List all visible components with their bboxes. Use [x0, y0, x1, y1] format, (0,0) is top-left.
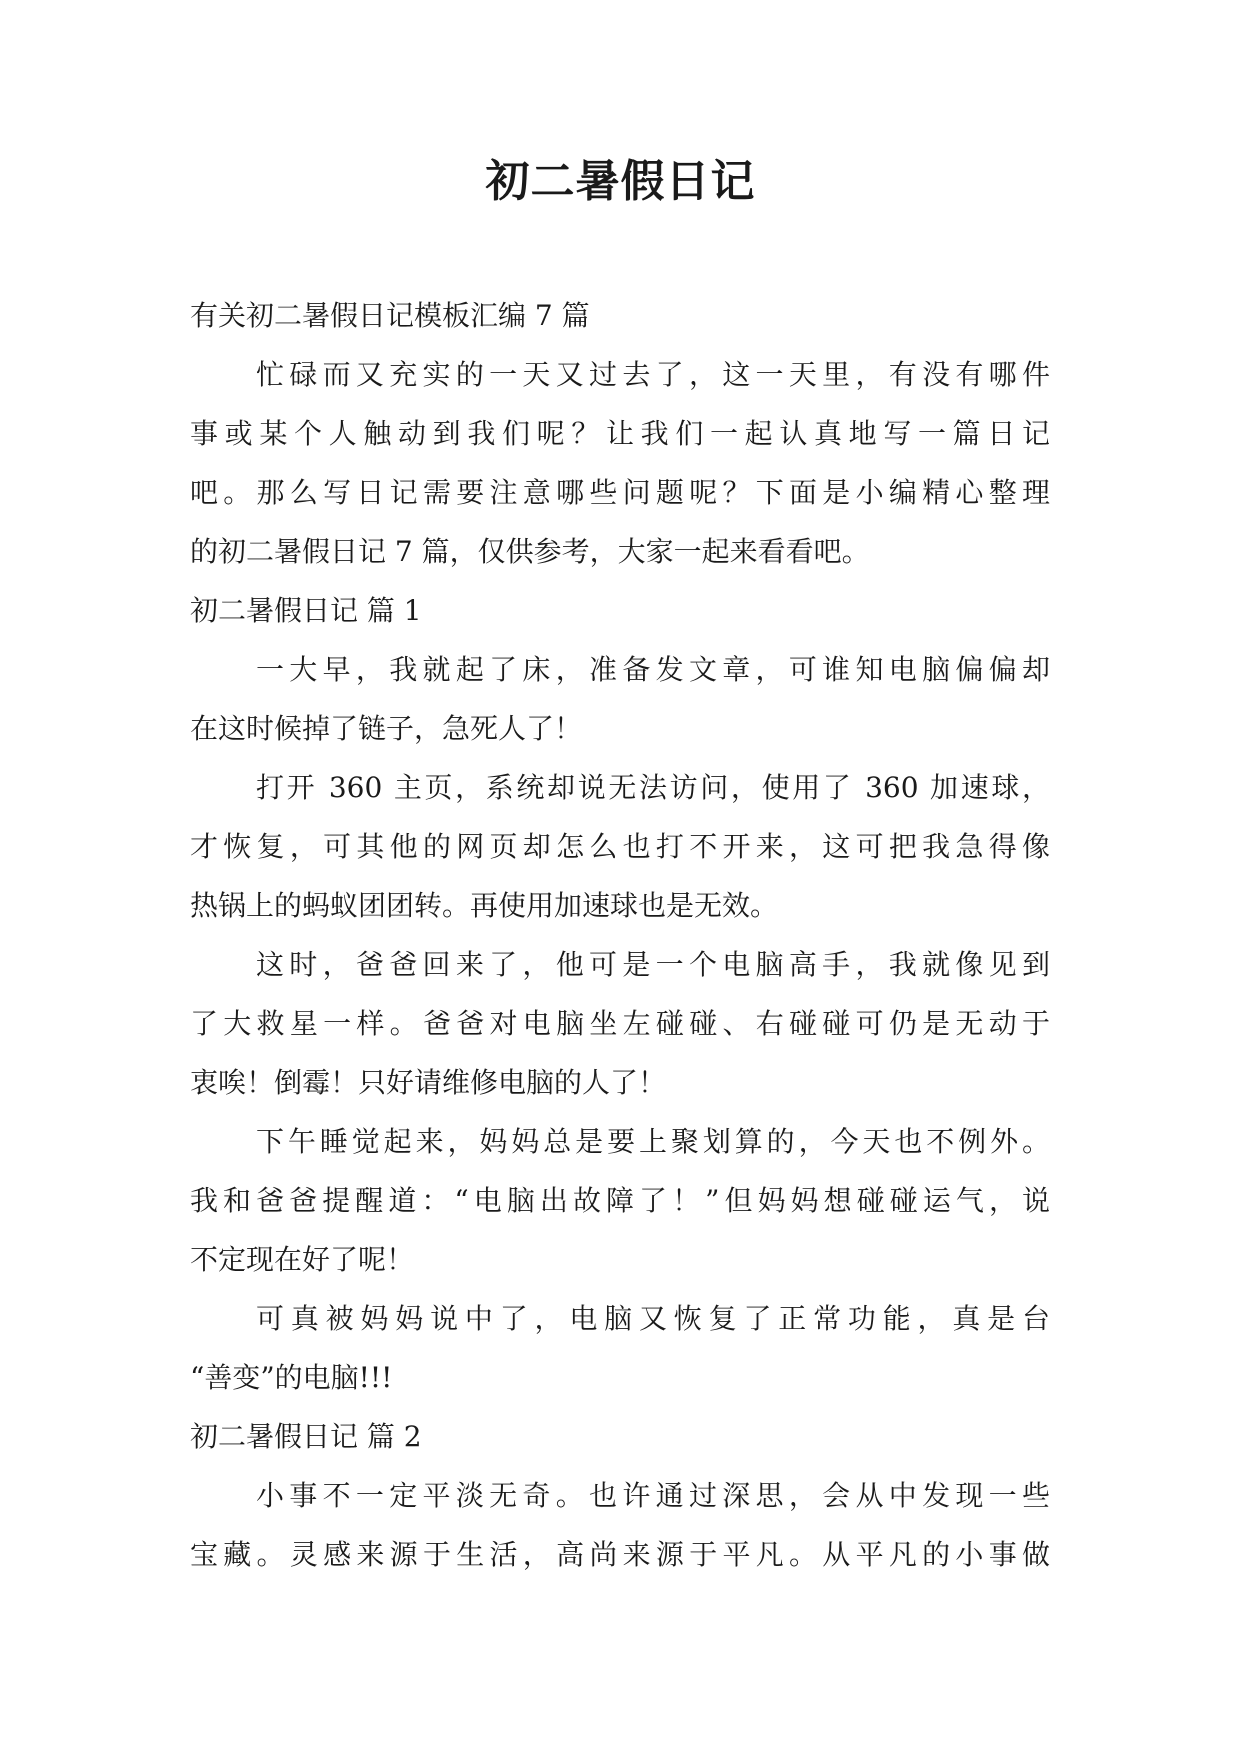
paragraph-line: 可真被妈妈说中了，电脑又恢复了正常功能，真是台 [256, 1302, 1050, 1335]
section-heading-1: 初二暑假日记 篇 1 [190, 594, 422, 627]
paragraph-line: 了大救星一样。爸爸对电脑坐左碰碰、右碰碰可仍是无动于 [190, 1007, 1050, 1040]
paragraph-line: 衷唉！倒霉！只好请维修电脑的人了！ [190, 1066, 667, 1099]
subtitle-line: 有关初二暑假日记模板汇编 7 篇 [190, 299, 590, 332]
document-title: 初二暑假日记 [485, 156, 756, 207]
intro-paragraph-line: 事或某个人触动到我们呢？让我们一起认真地写一篇日记 [190, 417, 1050, 450]
paragraph-line: 小事不一定平淡无奇。也许通过深思，会从中发现一些 [256, 1479, 1050, 1512]
paragraph-line: 我和爸爸提醒道：“电脑出故障了！”但妈妈想碰碰运气，说 [190, 1184, 1050, 1217]
paragraph-line: 在这时候掉了链子，急死人了！ [190, 712, 583, 745]
paragraph-line: 这时，爸爸回来了，他可是一个电脑高手，我就像见到 [256, 948, 1050, 981]
paragraph-line: 打开 360 主页，系统却说无法访问，使用了 360 加速球， [256, 771, 1050, 804]
paragraph-line: 下午睡觉起来，妈妈总是要上聚划算的，今天也不例外。 [256, 1125, 1050, 1158]
paragraph-line: 一大早，我就起了床，准备发文章，可谁知电脑偏偏却 [256, 653, 1050, 686]
document-body [190, 286, 1050, 1584]
paragraph-line: 才恢复，可其他的网页却怎么也打不开来，这可把我急得像 [190, 830, 1050, 863]
paragraph-line: 不定现在好了呢！ [190, 1243, 415, 1276]
intro-paragraph-line: 忙碌而又充实的一天又过去了，这一天里，有没有哪件 [256, 358, 1050, 391]
section-heading-2: 初二暑假日记 篇 2 [190, 1420, 422, 1453]
paragraph-line: “善变”的电脑!!! [190, 1361, 393, 1394]
intro-paragraph-line: 吧。那么写日记需要注意哪些问题呢？下面是小编精心整理 [190, 476, 1050, 509]
intro-paragraph-line: 的初二暑假日记 7 篇，仅供参考，大家一起来看看吧。 [190, 535, 870, 568]
paragraph-line: 热锅上的蚂蚁团团转。再使用加速球也是无效。 [190, 889, 779, 922]
paragraph-line: 宝藏。灵感来源于生活，高尚来源于平凡。从平凡的小事做 [190, 1538, 1050, 1571]
